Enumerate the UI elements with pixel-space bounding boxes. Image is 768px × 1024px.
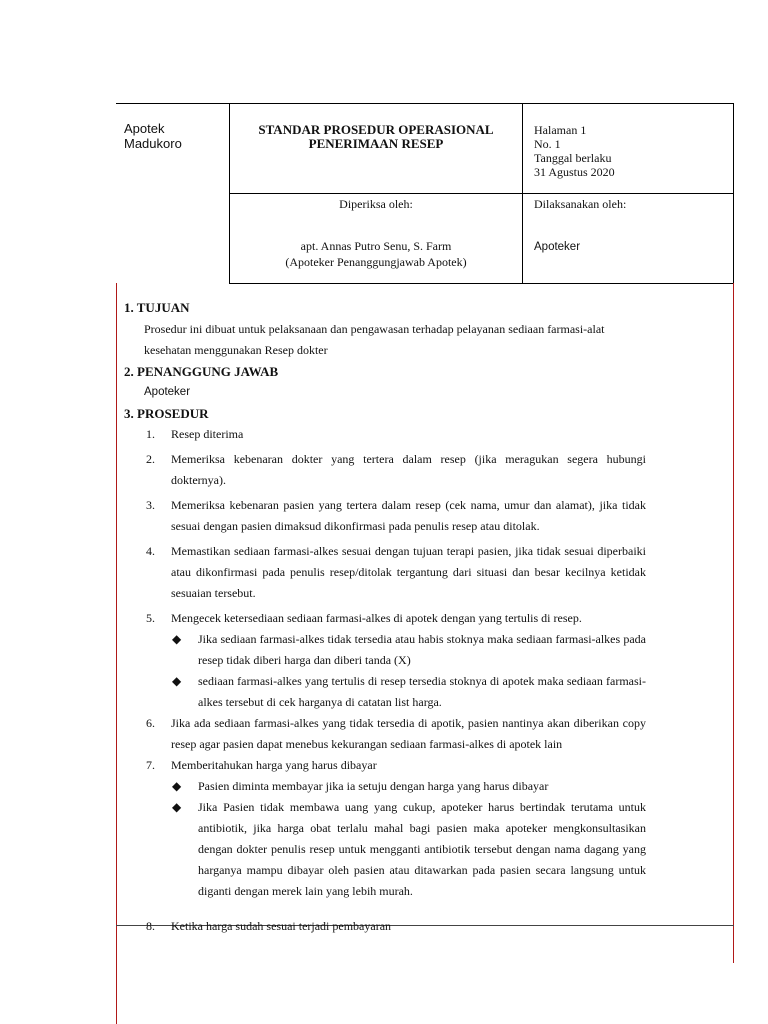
title-line1: STANDAR PROSEDUR OPERASIONAL: [258, 122, 494, 137]
table-border-right: [733, 103, 734, 284]
step-text: Ketika harga sudah sesuai terjadi pembayaran: [171, 919, 392, 933]
executed-by-label: Dilaksanakan oleh:: [534, 197, 627, 211]
step-text: Mengecek ketersediaan sediaan farmasi-alkes di apotek dengan yang tertulis di resep.: [171, 611, 582, 625]
step-number: 2.: [146, 452, 155, 466]
step-text: Memeriksa kebenaran dokter yang tertera dalam resep (jika meragukan segera hubungi dokternya).: [171, 452, 646, 487]
effective-date: 31 Agustus 2020: [534, 165, 615, 179]
procedure-step-3: [124, 495, 646, 537]
section-responsible-title: 2. PENANGGUNG JAWAB: [124, 364, 279, 379]
step-text: Jika ada sediaan farmasi-alkes yang tidak tersedia di apotik, pasien nantinya akan diberikan copy resep agar pasien dapat menebus kekurangan sediaan farmasi-alkes di apotek lain: [171, 716, 646, 751]
step-text: Memastikan sediaan farmasi-alkes sesuai dengan tujuan terapi pasien, jika tidak sesuai diperbaiki atau dikonfirmasi pada penulis resep/ditolak tergantung dari situasi dan besar kecilnya ketidak sesuaian tersebut.: [171, 544, 646, 600]
diamond-bullet-icon: ◆: [172, 800, 182, 814]
step-number: 1.: [146, 427, 155, 441]
procedure-step-8: [124, 916, 646, 937]
executed-by: Apoteker: [534, 241, 581, 253]
diamond-bullet-icon: ◆: [172, 674, 182, 688]
page-frame-right: [733, 283, 734, 963]
document-meta: [534, 123, 615, 179]
document-body: [124, 298, 646, 937]
section-procedure-title: 3. PROSEDUR: [124, 406, 209, 421]
table-border-top: [116, 103, 734, 104]
step-text: Memberitahukan harga yang harus dibayar: [171, 758, 377, 772]
step-number: 5.: [146, 611, 155, 625]
title-line2: PENERIMAAN RESEP: [308, 136, 444, 151]
document-title: [230, 123, 522, 151]
step-number: 8.: [146, 919, 155, 933]
step-text: Resep diterima: [171, 427, 244, 441]
bullet-text: Pasien diminta membayar jika ia setuju dengan harga yang harus dibayar: [198, 779, 549, 793]
document-number: No. 1: [534, 137, 561, 151]
table-col-divider-2: [522, 103, 523, 284]
checked-by-label: Diperiksa oleh:: [339, 197, 413, 211]
procedure-step-7: [124, 755, 646, 776]
step-number: 7.: [146, 758, 155, 772]
page-number: Halaman 1: [534, 123, 587, 137]
purpose-line-2: kesehatan menggunakan Resep dokter: [144, 343, 328, 357]
procedure-list: [124, 424, 646, 937]
checked-by-role: (Apoteker Penanggungjawab Apotek): [285, 255, 467, 269]
org-name-line2: Madukoro: [124, 136, 182, 151]
procedure-step-2: [124, 449, 646, 491]
procedure-step-5-bullet-1: [124, 629, 646, 671]
section-purpose-title: 1. TUJUAN: [124, 300, 190, 315]
bullet-text: Jika Pasien tidak membawa uang yang cukup, apoteker harus bertindak terutama untuk antibiotik, jika harga obat terlalu mahal bagi pasien maka apoteker mengkonsultasikan dengan dokter penulis resep untuk mengganti antibiotik tersebut dengan nama dagang yang harganya mampu dibayar oleh pasien atau ditawarkan pada pasien secara langsung untuk diganti dengan merek lain yang lebih murah.: [198, 800, 646, 898]
purpose-line-1: Prosedur ini dibuat untuk pelaksanaan dan pengawasan terhadap pelayanan sediaan farmasi-alat: [144, 322, 605, 336]
procedure-step-5-bullet-2: [124, 671, 646, 713]
header-table: [116, 103, 734, 283]
step-number: 4.: [146, 544, 155, 558]
org-name-line1: Apotek: [124, 121, 165, 136]
bullet-text: sediaan farmasi-alkes yang tertulis di resep tersedia stoknya di apotek maka sediaan farmasi-alkes tersebut di cek harganya di catatan list harga.: [198, 674, 646, 709]
table-divider-middle: [229, 193, 734, 194]
effective-date-label: Tanggal berlaku: [534, 151, 612, 165]
org-name: [124, 121, 182, 151]
procedure-step-4: [124, 541, 646, 604]
page-frame-left: [116, 283, 117, 1024]
section-purpose-text: [124, 319, 646, 361]
diamond-bullet-icon: ◆: [172, 632, 182, 646]
procedure-step-1: [124, 424, 646, 445]
step-number: 6.: [146, 716, 155, 730]
diamond-bullet-icon: ◆: [172, 779, 182, 793]
step-number: 3.: [146, 498, 155, 512]
procedure-step-7-bullet-1: [124, 776, 646, 797]
procedure-step-7-bullet-2: [124, 797, 646, 902]
section-responsible-text: Apoteker: [144, 386, 191, 398]
checked-by-name: apt. Annas Putro Senu, S. Farm: [300, 239, 452, 253]
procedure-step-6: [124, 713, 646, 755]
step-text: Memeriksa kebenaran pasien yang tertera dalam resep (cek nama, umur dan alamat), jika tidak sesuai dengan pasien dimaksud dikonfirmasi pada penulis resep atau ditolak.: [171, 498, 646, 533]
table-border-bottom: [229, 283, 734, 284]
procedure-step-5: [124, 608, 646, 629]
bullet-text: Jika sediaan farmasi-alkes tidak tersedia atau habis stoknya maka sediaan farmasi-alkes pada resep tidak diberi harga dan diberi tanda (X): [198, 632, 646, 667]
